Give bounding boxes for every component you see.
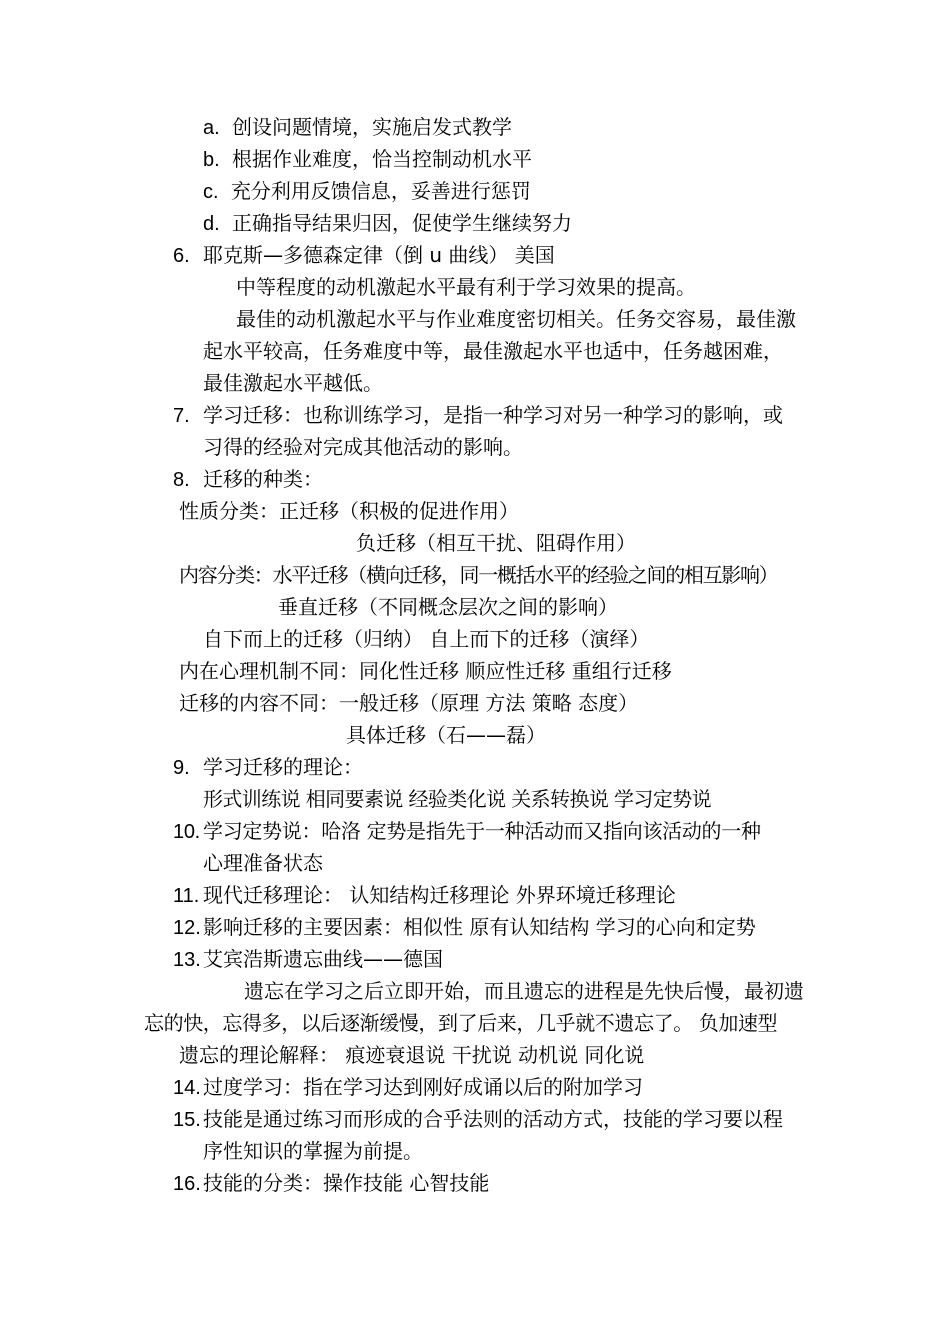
- sub-item-b: b. 根据作业难度，恰当控制动机水平: [203, 147, 533, 171]
- sub-item-d: d. 正确指导结果归因，促使学生继续努力: [203, 211, 573, 235]
- item8-mechanism-line: 内在心理机制不同：同化性迁移 顺应性迁移 重组行迁移: [179, 659, 672, 683]
- item13-paragraph-line-2: 忘的快，忘得多，以后逐渐缓慢，到了后来，几乎就不遗忘了。 负加速型: [144, 1011, 778, 1035]
- item13-theory-line: 遗忘的理论解释： 痕迹衰退说 干扰说 动机说 同化说: [179, 1043, 645, 1067]
- list-item-10: 10. 学习定势说：哈洛 定势是指先于一种活动而又指向该活动的一种: [173, 819, 761, 843]
- item8-kind-line-2: 具体迁移（石——磊）: [346, 723, 546, 747]
- list-item-15: 15. 技能是通过练习而形成的合乎法则的活动方式，技能的学习要以程: [173, 1107, 783, 1131]
- sub-item-a: a. 创设问题情境，实施启发式教学: [203, 115, 513, 139]
- item8-content-line-1: 内容分类：水平迁移（横向迁移，同一概括水平的经验之间的相互影响）: [179, 563, 778, 587]
- item8-nature-line-1: 性质分类：正迁移（积极的促进作用）: [179, 499, 519, 523]
- item6-paragraph-2-line-2: 起水平较高，任务难度中等，最佳激起水平也适中，任务越困难，: [203, 339, 783, 363]
- item8-nature-line-2: 负迁移（相互干扰、阻碍作用）: [356, 531, 636, 555]
- item13-paragraph-line-1: 遗忘在学习之后立即开始，而且遗忘的进程是先快后慢，最初遗: [244, 979, 804, 1003]
- item6-paragraph-1: 中等程度的动机激起水平最有利于学习效果的提高。: [236, 275, 696, 299]
- list-item-16: 16. 技能的分类：操作技能 心智技能: [173, 1171, 490, 1195]
- item10-line-2: 心理准备状态: [203, 851, 323, 875]
- list-item-11: 11. 现代迁移理论： 认知结构迁移理论 外界环境迁移理论: [173, 883, 676, 907]
- list-item-8: 8. 迁移的种类：: [173, 467, 323, 491]
- list-item-9: 9. 学习迁移的理论：: [173, 755, 363, 779]
- item8-kind-line-1: 迁移的内容不同：一般迁移（原理 方法 策略 态度）: [179, 691, 639, 715]
- item6-paragraph-2-line-3: 最佳激起水平越低。: [203, 371, 383, 395]
- item7-line-2: 习得的经验对完成其他活动的影响。: [203, 435, 523, 459]
- sub-item-c: c. 充分利用反馈信息，妥善进行惩罚: [203, 179, 531, 203]
- item15-line-2: 序性知识的掌握为前提。: [203, 1139, 423, 1163]
- list-item-14: 14. 过度学习：指在学习达到刚好成诵以后的附加学习: [173, 1075, 643, 1099]
- list-item-6: 6. 耶克斯—多德森定律（倒 u 曲线） 美国: [173, 243, 555, 267]
- item9-theories: 形式训练说 相同要素说 经验类化说 关系转换说 学习定势说: [203, 787, 712, 811]
- item8-content-line-3: 自下而上的迁移（归纳） 自上而下的迁移（演绎）: [203, 627, 650, 651]
- item8-content-line-2: 垂直迁移（不同概念层次之间的影响）: [278, 595, 618, 619]
- item6-paragraph-2-line-1: 最佳的动机激起水平与作业难度密切相关。任务交容易，最佳激: [236, 307, 796, 331]
- list-item-12: 12. 影响迁移的主要因素：相似性 原有认知结构 学习的心向和定势: [173, 915, 756, 939]
- list-item-7: 7. 学习迁移：也称训练学习，是指一种学习对另一种学习的影响，或: [173, 403, 783, 427]
- list-item-13: 13. 艾宾浩斯遗忘曲线——德国: [173, 947, 443, 971]
